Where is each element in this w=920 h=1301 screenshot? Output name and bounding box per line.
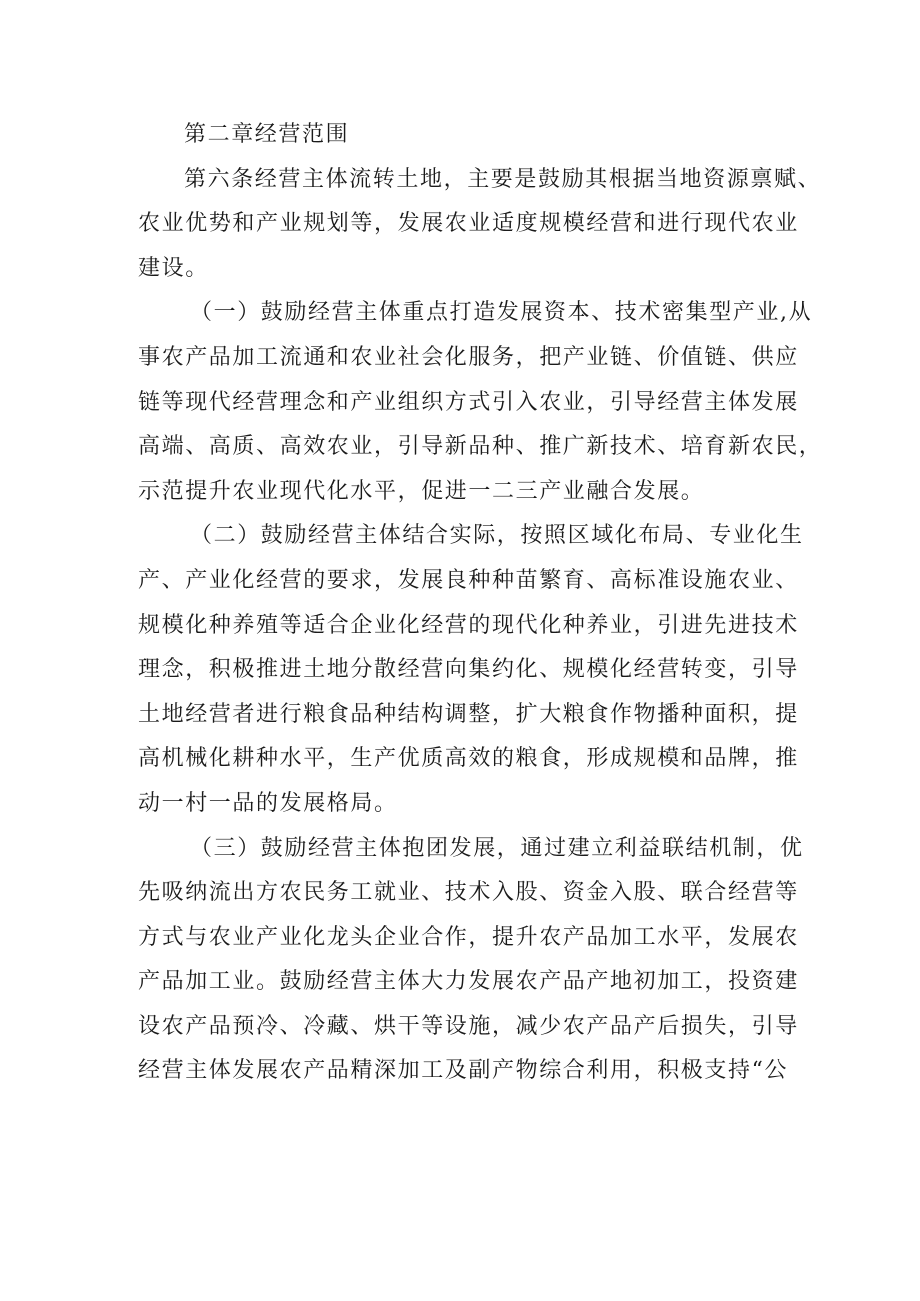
paragraph-2-line-4: 高端、高质、高效农业，引导新品种、推广新技术、培育新农民， — [138, 434, 823, 460]
paragraph-4-line-5: 设农产品预冷、冷藏、烘干等设施，减少农产品产后损失，引导 — [138, 1013, 799, 1039]
paragraph-3-line-1: （二）鼓励经营主体结合实际，按照区域化布局、专业化生 — [190, 523, 804, 549]
paragraph-3-line-6: 高机械化耕种水平，生产优质高效的粮食，形成规模和品牌，推 — [138, 746, 799, 772]
paragraph-4-line-3: 方式与农业产业化龙头企业合作，提升农产品加工水平，发展农 — [138, 924, 799, 950]
paragraph-4-line-4: 产品加工业。鼓励经营主体大力发展农产品产地初加工，投资建 — [138, 969, 799, 995]
paragraph-2-line-3: 链等现代经营理念和产业组织方式引入农业，引导经营主体发展 — [138, 389, 799, 415]
paragraph-1-line-2: 农业优势和产业规划等，发展农业适度规模经营和进行现代农业 — [138, 211, 799, 237]
paragraph-3-line-4: 理念，积极推进土地分散经营向集约化、规模化经营转变，引导 — [138, 657, 799, 683]
paragraph-2-line-1: （一）鼓励经营主体重点打造发展资本、技术密集型产业,从 — [190, 300, 813, 326]
chapter-heading: 第二章经营范围 — [184, 122, 350, 147]
paragraph-1-line-3: 建设。 — [138, 255, 209, 281]
paragraph-3-line-5: 土地经营者进行粮食品种结构调整，扩大粮食作物播种面积，提 — [138, 701, 799, 727]
paragraph-1-line-1: 第六条经营主体流转土地，主要是鼓励其根据当地资源禀赋、 — [184, 166, 822, 192]
paragraph-2-line-5: 示范提升农业现代化水平，促进一二三产业融合发展。 — [138, 478, 705, 504]
paragraph-4-line-6: 经营主体发展农产品精深加工及副产物综合利用，积极支持“公 — [138, 1058, 789, 1084]
paragraph-3-line-3: 规模化种养殖等适合企业化经营的现代化种养业，引进先进技术 — [138, 612, 799, 638]
document-body — [138, 113, 823, 1094]
paragraph-3-line-7: 动一村一品的发展格局。 — [138, 790, 398, 816]
paragraph-4-line-1: （三）鼓励经营主体抱团发展，通过建立利益联结机制，优 — [190, 835, 804, 861]
paragraph-2-line-2: 事农产品加工流通和农业社会化服务，把产业链、价值链、供应 — [138, 344, 799, 370]
paragraph-4-line-2: 先吸纳流出方农民务工就业、技术入股、资金入股、联合经营等 — [138, 880, 799, 906]
paragraph-3-line-2: 产、产业化经营的要求，发展良种种苗繁育、高标准设施农业、 — [138, 567, 799, 593]
